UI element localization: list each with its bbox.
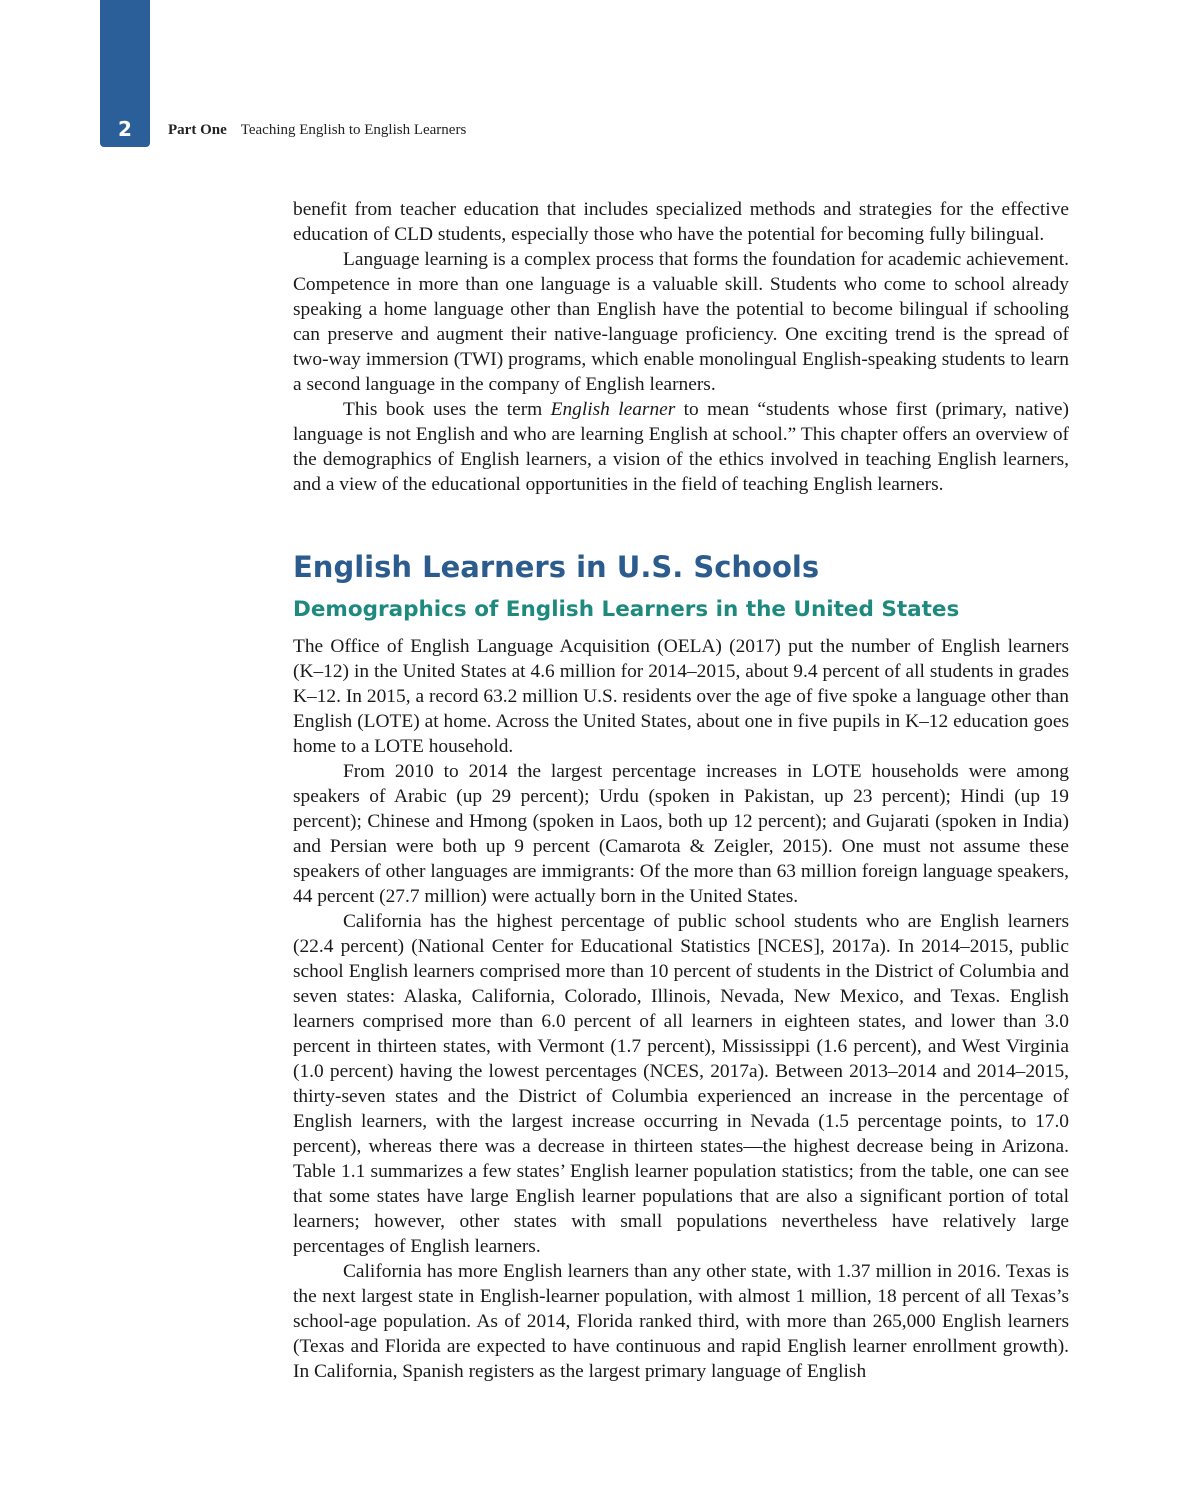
intro-paragraph-3-lead: This book uses the term — [343, 399, 551, 420]
section-heading: English Learners in U.S. Schools — [293, 550, 820, 584]
section-paragraph-4: California has more English learners than any other state, with 1.37 million in 2016. Texas is the next largest state in English-learner population, with almost 1 million, 18 percent of all Texas’s school-age population. As of 2014, Florida ranked third, with more than 265,000 English learners (Texas and Florida are expected to have continuous and rapid English learner enrollment growth). In California, Spanish registers as the largest primary language of English — [293, 1261, 1069, 1382]
body-text — [293, 197, 1069, 1384]
page-number-tab — [100, 0, 150, 147]
part-label: Part One — [168, 122, 227, 138]
running-head — [168, 122, 466, 139]
intro-paragraph-3-rest: to mean “students whose first (primary, native) language is not English and who are learning English at school.” This chapter offers an overview of the demographics of English learners, a vision of the ethics involved in teaching English learners, and a view of the educational opportunities in the field of teaching English learners. — [293, 399, 1069, 495]
intro-paragraph-1: benefit from teacher education that includes specialized methods and strategies for the effective education of CLD students, especially those who have the potential for becoming fully bilingual. — [293, 199, 1069, 245]
subsection-heading: Demographics of English Learners in the United States — [293, 597, 960, 622]
part-title: Teaching English to English Learners — [240, 122, 467, 138]
section-paragraph-1: The Office of English Language Acquisition (OELA) (2017) put the number of English learners (K–12) in the United States at 4.6 million for 2014–2015, about 9.4 percent of all students in grades K–12. In 2015, a record 63.2 million U.S. residents over the age of five spoke a language other than English (LOTE) at home. Across the United States, about one in five pupils in K–12 education goes home to a LOTE household. — [293, 636, 1069, 757]
page-number: 2 — [118, 117, 132, 141]
intro-paragraph-3 — [293, 397, 1069, 497]
section-paragraph-3: California has the highest percentage of public school students who are English learners (22.4 percent) (National Center for Educational Statistics [NCES], 2017a). In 2014–2015, public school English learners comprised more than 10 percent of students in the District of Columbia and seven states: Alaska, California, Colorado, Illinois, Nevada, New Mexico, and Texas. English learners comprised more than 6.0 percent of all learners in eighteen states, and lower than 3.0 percent in thirteen states, with Vermont (1.7 percent), Mississippi (1.6 percent), and West Virginia (1.0 percent) having the lowest percentages (NCES, 2017a). Between 2013–2014 and 2014–2015, thirty-seven states and the District of Columbia experienced an increase in the percentage of English learners, with the largest increase occurring in Nevada (1.5 percentage points, to 17.0 percent), whereas there was a decrease in thirteen states—the highest decrease being in Arizona. Table 1.1 summarizes a few states’ English learner population statistics; from the table, one can see that some states have large English learner populations that are also a significant portion of total learners; however, other states with small populations nevertheless have relatively large percentages of English learners. — [293, 911, 1069, 1257]
section-paragraph-2: From 2010 to 2014 the largest percentage increases in LOTE households were among speakers of Arabic (up 29 percent); Urdu (spoken in Pakistan, up 23 percent); Hindi (up 19 percent); Chinese and Hmong (spoken in Laos, both up 12 percent); and Gujarati (spoken in India) and Persian were both up 9 percent (Camarota & Zeigler, 2015). One must not assume these speakers of other languages are immigrants: Of the more than 63 million foreign language speakers, 44 percent (27.7 million) were actually born in the United States. — [293, 761, 1069, 907]
intro-paragraph-2: Language learning is a complex process that forms the foundation for academic achievement. Competence in more than one language is a valuable skill. Students who come to school already speaking a home language other than English have the potential to become bilingual if schooling can preserve and augment their native-language proficiency. One exciting trend is the spread of two-way immersion (TWI) programs, which enable monolingual English-speaking students to learn a second language in the company of English learners. — [293, 249, 1069, 395]
term-english-learner: English learner — [550, 399, 676, 420]
